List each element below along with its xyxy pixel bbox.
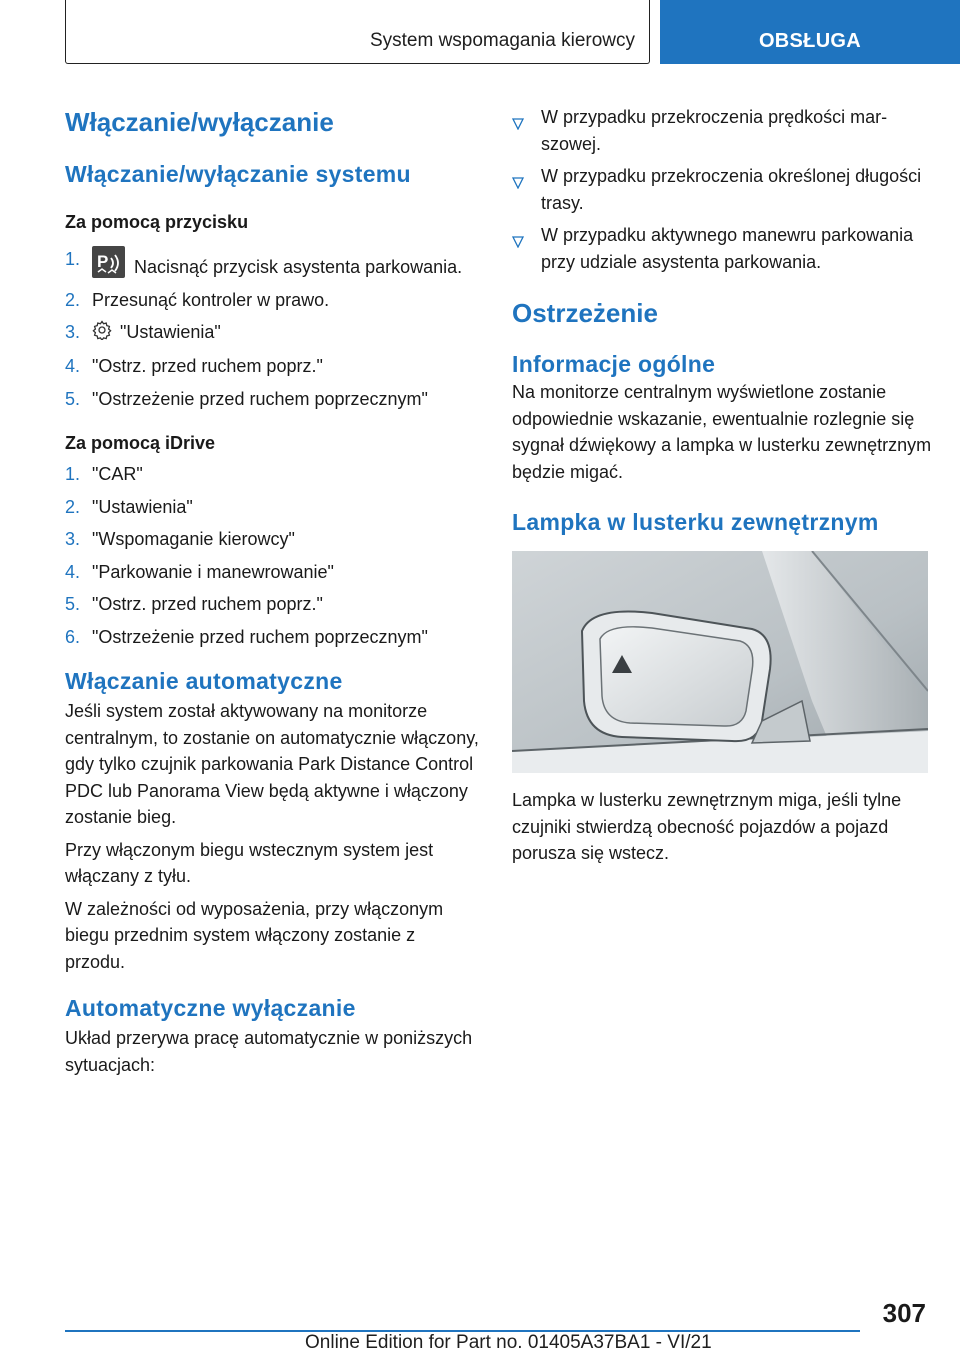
heading-warning: Ostrzeżenie <box>512 298 658 328</box>
image-caption: Lampka w lusterku zewnętrznym miga, jeśli tylne czujniki stwierdzą obecność pojazdów a pojazd porusza się wstecz. <box>512 790 902 863</box>
idrive-steps-list <box>65 461 480 650</box>
step-text: Przesunąć kontroler w prawo. <box>92 289 330 310</box>
list-item <box>65 461 480 488</box>
header-chapter-tab <box>660 0 960 64</box>
heading-on-off: Włączanie/wyłączanie <box>65 107 334 137</box>
list-item <box>65 386 480 413</box>
footer-edition: Online Edition for Part no. 01405A37BA1 - VI/21 <box>305 1332 712 1353</box>
heading-system-on-off: Włączanie/wyłączanie systemu <box>65 161 411 187</box>
triangle-bullet-icon <box>512 170 524 197</box>
heading-auto-off: Automatyczne wyłączanie <box>65 995 356 1021</box>
list-item <box>65 559 480 586</box>
chapter-title: OBSŁUGA <box>758 30 862 52</box>
step-text: "Ustawienia" <box>92 496 193 517</box>
heading-mirror-lamp: Lampka w lusterku zewnętrznym <box>512 509 879 535</box>
bullet-text: W przypadku przekroczenia prędkości marszowej. <box>541 107 888 154</box>
bullet-text: W przypadku aktywnego manewru parkowania przy udziale asystenta parkowania. <box>541 225 914 272</box>
heading-auto-on: Włączanie automatyczne <box>65 668 343 694</box>
step-number: 4. <box>65 561 81 582</box>
step-number: 5. <box>65 388 81 409</box>
page-number: 307 <box>882 1298 926 1328</box>
list-item <box>65 319 480 347</box>
header-section-box <box>65 0 650 64</box>
paragraph: Układ przerywa pracę automatycznie w poniższych sytuacjach: <box>65 1028 473 1075</box>
right-column <box>512 100 932 867</box>
list-item <box>65 526 480 553</box>
step-number: 3. <box>65 529 81 549</box>
step-text: "Parkowanie i manewrowanie" <box>92 561 334 582</box>
bullet-text: W przypadku przekroczenia określonej długości trasy. <box>541 166 922 213</box>
list-item <box>65 591 480 618</box>
gear-icon <box>92 320 112 348</box>
paragraph: Przy włączonym biegu wstecznym system jest włączany z tyłu. <box>65 839 434 886</box>
step-number: 2. <box>65 496 81 517</box>
list-item <box>65 246 480 281</box>
list-item <box>65 287 480 314</box>
list-item <box>65 624 480 651</box>
heading-general-info: Informacje ogólne <box>512 351 716 377</box>
paragraph: W zależności od wyposażenia, przy włączonym biegu przednim system włączony zostanie z przodu. <box>65 898 444 972</box>
section-title: System wspomagania kierowcy <box>369 30 635 51</box>
step-text: "Wspomaganie kierowcy" <box>92 529 295 549</box>
triangle-bullet-icon <box>512 111 524 138</box>
step-text: "Ostrz. przed ruchem poprz." <box>92 594 323 614</box>
step-text: "CAR" <box>92 464 143 484</box>
list-item <box>512 163 932 216</box>
side-mirror-warning-lamp-image <box>512 551 928 773</box>
step-text: "Ostrzeżenie przed ruchem poprzecznym" <box>92 626 428 647</box>
svg-text:P: P <box>97 252 109 271</box>
parking-assistant-button-icon <box>92 246 125 278</box>
step-number: 3. <box>65 322 81 342</box>
step-number: 6. <box>65 626 81 647</box>
step-text: "Ostrz. przed ruchem poprz." <box>92 356 323 376</box>
left-column <box>65 100 480 1078</box>
step-text: Nacisnąć przycisk asystenta parkowania. <box>134 257 463 277</box>
heading-by-button: Za pomocą przycisku <box>65 212 249 232</box>
triangle-bullet-icon <box>512 229 524 256</box>
list-item <box>512 104 932 157</box>
auto-off-conditions-list <box>512 104 932 275</box>
step-number: 2. <box>65 289 81 310</box>
list-item <box>65 353 480 380</box>
button-steps-list <box>65 246 480 412</box>
list-item <box>65 494 480 521</box>
heading-by-idrive: Za pomocą iDrive <box>65 433 216 453</box>
paragraph: Jeśli system został aktywowany na monitorze centralnym, to zostanie on automatycznie włączony, gdy tylko czujnik parkowania Park Distance Control PDC lub Panorama View będą aktywne i włączony zostanie bieg. <box>65 701 479 827</box>
step-number: 1. <box>65 249 81 269</box>
list-item <box>512 222 932 275</box>
paragraph: Na monitorze centralnym wyświetlone zostanie odpowiednie wskazanie, ewentualnie rozlegnie się sygnał dźwiękowy a lampka w lusterku zewnętrznym będzie migać. <box>512 382 932 482</box>
step-text: "Ostrzeżenie przed ruchem poprzecznym" <box>92 388 428 409</box>
step-text: "Ustawienia" <box>120 322 221 342</box>
step-number: 5. <box>65 594 81 614</box>
step-number: 1. <box>65 464 81 484</box>
step-number: 4. <box>65 356 81 376</box>
